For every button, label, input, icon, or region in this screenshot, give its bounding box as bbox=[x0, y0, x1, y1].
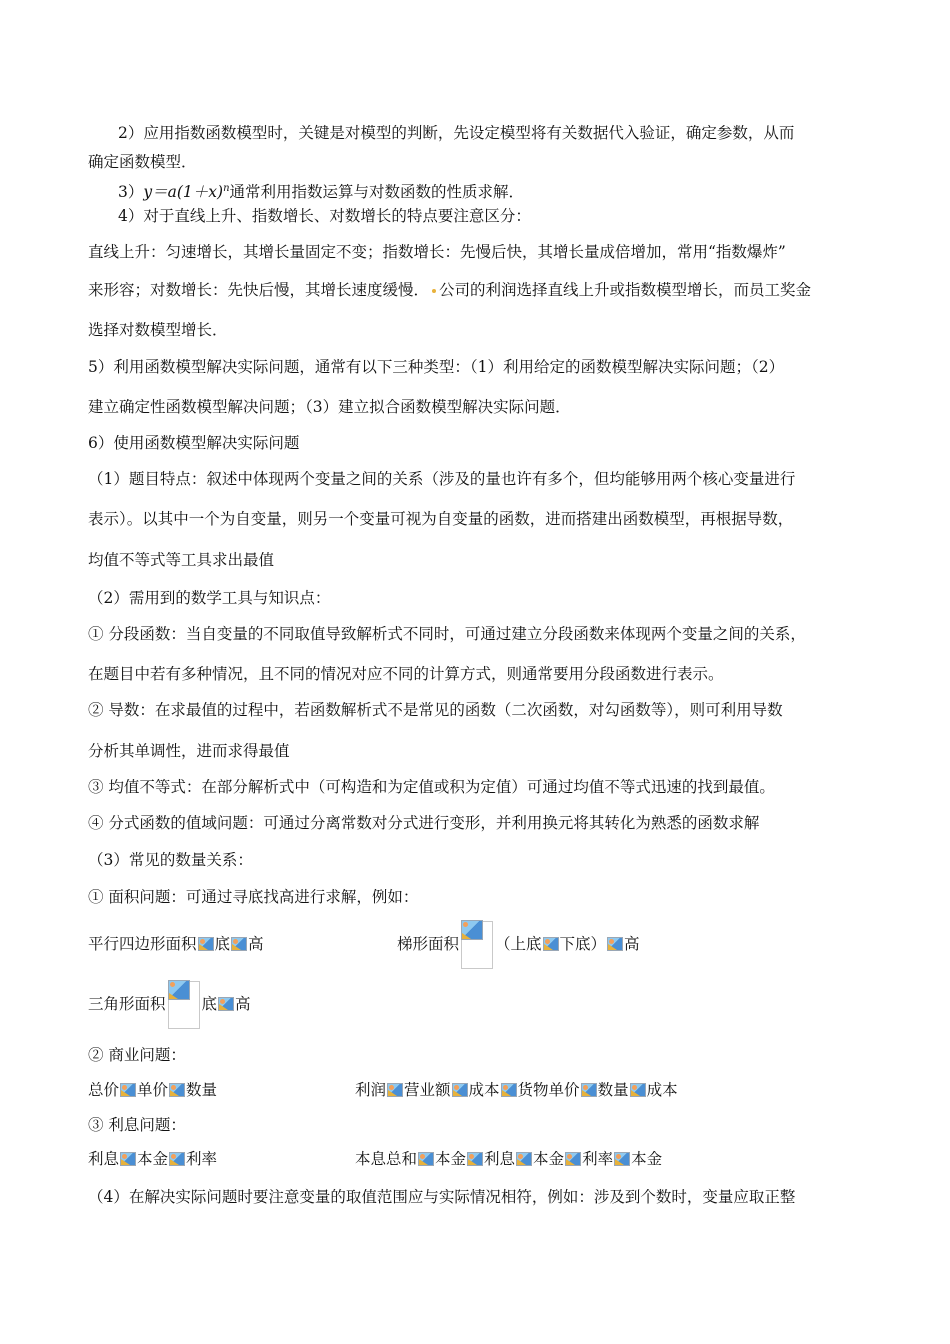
formula-total-sum bbox=[355, 1149, 662, 1169]
text-line: ③ 利息问题： bbox=[88, 1116, 186, 1134]
broken-image-icon bbox=[630, 1083, 646, 1097]
text-line: 5）利用函数模型解决实际问题，通常有以下三种类型：（1）利用给定的函数模型解决实际问题；（2） bbox=[88, 358, 785, 376]
formula-term: 利息 bbox=[484, 1150, 516, 1168]
formula-term: 本息总和 bbox=[355, 1150, 418, 1168]
formula-term: 平行四边形面积 bbox=[88, 935, 197, 953]
broken-image-icon bbox=[581, 1083, 597, 1097]
text-span: 公司的利润选择直线上升或指数模型增长，而员工奖金 bbox=[439, 281, 812, 299]
formula-term: 三角形面积 bbox=[88, 995, 166, 1013]
broken-image-icon bbox=[614, 1152, 630, 1166]
text-line: 直线上升：匀速增长，其增长量固定不变；指数增长：先慢后快，其增长量成倍增加，常用“指数爆炸” bbox=[88, 243, 786, 261]
text-span: 来形容；对数增长：先快后慢，其增长速度缓慢． bbox=[88, 281, 430, 299]
formula-trapezoid bbox=[397, 918, 640, 970]
text-line: 确定函数模型． bbox=[88, 153, 197, 171]
formula-total-price bbox=[88, 1080, 217, 1100]
broken-image-icon bbox=[387, 1083, 403, 1097]
formula-term: 本金 bbox=[137, 1150, 169, 1168]
broken-image-icon bbox=[516, 1152, 532, 1166]
broken-image-icon bbox=[418, 1152, 434, 1166]
fraction-image bbox=[461, 921, 493, 969]
formula-term: 下底） bbox=[559, 935, 607, 953]
formula-parallelogram bbox=[88, 934, 264, 954]
formula-term: 总价 bbox=[88, 1081, 120, 1099]
formula-term: 梯形面积 bbox=[397, 935, 460, 953]
text-line: 建立确定性函数模型解决问题；（3）建立拟合函数模型解决实际问题． bbox=[88, 398, 571, 416]
formula-term: 成本 bbox=[646, 1081, 678, 1099]
text-line: 表示）。以其中一个为自变量，则另一个变量可视为自变量的函数，进而搭建出函数模型，再根据导数， bbox=[88, 510, 794, 528]
text-line: 选择对数模型增长． bbox=[88, 321, 228, 339]
formula-term: 底 bbox=[214, 935, 231, 953]
text-line: ① 分段函数：当自变量的不同取值导致解析式不同时，可通过建立分段函数来体现两个变量之间的关系， bbox=[88, 625, 806, 643]
text-line: ③ 均值不等式：在部分解析式中（可构造和为定值或积为定值）可通过均值不等式迅速的找到最值。 bbox=[88, 778, 775, 796]
broken-image-icon bbox=[218, 997, 234, 1011]
broken-image-icon bbox=[169, 1083, 185, 1097]
formula-exponent: n bbox=[223, 183, 230, 194]
formula-term: 本金 bbox=[533, 1150, 565, 1168]
formula-term: 利率 bbox=[186, 1150, 218, 1168]
broken-image-icon bbox=[198, 937, 214, 951]
formula: y＝a(1＋x) bbox=[143, 183, 224, 202]
text-line: ② 导数：在求最值的过程中，若函数解析式不是常见的函数（二次函数，对勾函数等），则可利用导数 bbox=[88, 701, 783, 719]
text-line: 均值不等式等工具求出最值 bbox=[88, 551, 275, 569]
formula-term: 利息 bbox=[88, 1150, 120, 1168]
broken-image-icon bbox=[501, 1083, 517, 1097]
broken-image-icon bbox=[120, 1152, 136, 1166]
broken-image-icon bbox=[120, 1083, 136, 1097]
text-line bbox=[88, 280, 811, 300]
broken-image-icon bbox=[231, 937, 247, 951]
broken-image-icon bbox=[467, 1152, 483, 1166]
broken-image-icon bbox=[565, 1152, 581, 1166]
text-line: 2）应用指数函数模型时，关键是对模型的判断，先设定模型将有关数据代入验证，确定参数，从而 bbox=[118, 124, 795, 142]
formula-term: 营业额 bbox=[404, 1081, 451, 1099]
formula-term: 数量 bbox=[186, 1081, 218, 1099]
text-line bbox=[118, 179, 524, 202]
formula-term: 成本 bbox=[468, 1081, 500, 1099]
text-line: 4）对于直线上升、指数增长、对数增长的特点要注意区分： bbox=[118, 207, 531, 225]
marker-dot-icon bbox=[432, 289, 436, 293]
fraction-image bbox=[168, 981, 200, 1029]
formula-term: 高 bbox=[235, 995, 251, 1013]
formula-term: 利润 bbox=[355, 1081, 387, 1099]
formula-interest bbox=[88, 1149, 217, 1169]
formula-term: 高 bbox=[248, 935, 264, 953]
broken-image-icon bbox=[461, 920, 483, 940]
text-line: ④ 分式函数的值域问题：可通过分离常数对分式进行变形，并利用换元将其转化为熟悉的函数求解 bbox=[88, 814, 760, 832]
text-line: （1）题目特点：叙述中体现两个变量之间的关系（涉及的量也许有多个，但均能够用两个核心变量进行 bbox=[88, 470, 796, 488]
formula-term: 底 bbox=[201, 995, 218, 1013]
formula-term: 数量 bbox=[597, 1081, 629, 1099]
text-line: 6）使用函数模型解决实际问题 bbox=[88, 434, 300, 452]
text-line: （2）需用到的数学工具与知识点： bbox=[88, 589, 331, 607]
formula-term: 高 bbox=[624, 935, 640, 953]
formula-profit bbox=[355, 1080, 678, 1100]
formula-term: 本金 bbox=[631, 1150, 663, 1168]
broken-image-icon bbox=[543, 937, 559, 951]
text-line: 分析其单调性，进而求得最值 bbox=[88, 742, 290, 760]
text-line: （3）常见的数量关系： bbox=[88, 851, 253, 869]
text-span: 通常利用指数运算与对数函数的性质求解． bbox=[229, 183, 525, 202]
broken-image-icon bbox=[169, 1152, 185, 1166]
formula-triangle bbox=[88, 978, 251, 1030]
text-line: ① 面积问题：可通过寻底找高进行求解，例如： bbox=[88, 888, 419, 906]
broken-image-icon bbox=[607, 937, 623, 951]
text-line: ② 商业问题： bbox=[88, 1046, 186, 1064]
formula-term: 单价 bbox=[137, 1081, 169, 1099]
text-line: （4）在解决实际问题时要注意变量的取值范围应与实际情况相符，例如：涉及到个数时，变量应取正整 bbox=[88, 1188, 796, 1206]
formula-term: 本金 bbox=[435, 1150, 467, 1168]
text-line: 在题目中若有多种情况，且不同的情况对应不同的计算方式，则通常要用分段函数进行表示。 bbox=[88, 665, 724, 683]
broken-image-icon bbox=[168, 980, 190, 1000]
text-span: 3） bbox=[118, 183, 144, 202]
formula-term: 货物单价 bbox=[517, 1081, 580, 1099]
formula-term: （上底 bbox=[495, 935, 542, 953]
broken-image-icon bbox=[452, 1083, 468, 1097]
formula-term: 利率 bbox=[582, 1150, 614, 1168]
